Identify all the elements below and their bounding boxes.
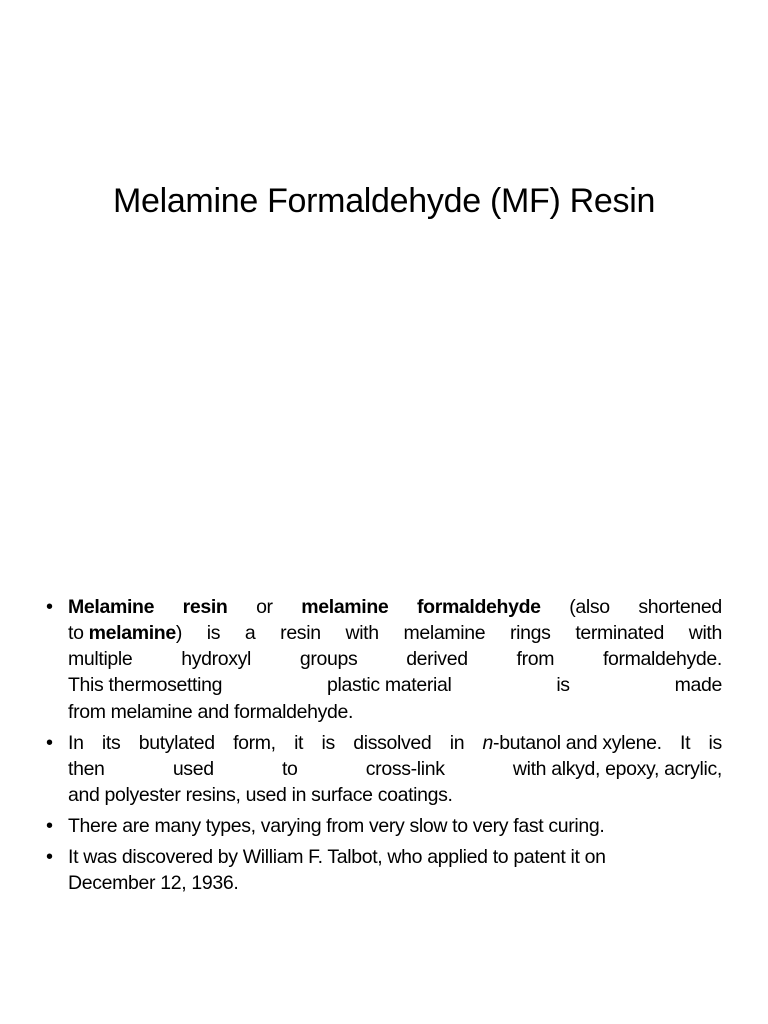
word: is	[206, 622, 221, 644]
bullet-2-line-3	[68, 782, 722, 808]
word: (also	[569, 596, 610, 618]
bullet-2-line-1	[68, 730, 722, 756]
word: It	[680, 732, 691, 754]
word: multiple	[68, 648, 133, 670]
word: resin	[280, 622, 321, 644]
italic-n: n	[482, 732, 494, 754]
word: This thermosetting	[68, 674, 223, 696]
bullet-icon: •	[46, 815, 54, 837]
word: a	[244, 622, 256, 644]
bullet-1-line-2	[68, 620, 722, 646]
word: hydroxyl	[181, 648, 252, 670]
word: rings	[510, 622, 551, 644]
word: December 12, 1936.	[68, 872, 239, 894]
word: with alkyd, epoxy, acrylic,	[512, 758, 722, 780]
term-part: resin	[182, 596, 228, 618]
word: derived	[406, 648, 468, 670]
word: in	[449, 732, 465, 754]
term-part: formaldehyde	[417, 596, 541, 618]
word: to	[281, 758, 298, 780]
word: It was discovered by William F. Talbot, who applied to patent it on	[68, 846, 606, 868]
term-melamine-formaldehyde: melamine	[301, 596, 389, 618]
word: In	[68, 732, 84, 754]
term-melamine: melamine	[88, 622, 176, 644]
bullet-3-line-1	[68, 813, 722, 839]
bullet-icon: •	[46, 732, 54, 754]
slide-title: Melamine Formaldehyde (MF) Resin	[112, 182, 656, 220]
word: is	[321, 732, 335, 754]
word: is	[556, 674, 570, 696]
word: with	[345, 622, 379, 644]
word: groups	[299, 648, 358, 670]
word: There are many types, varying from very slow to very fast curing.	[68, 815, 605, 837]
word-group	[483, 730, 662, 756]
word: used	[172, 758, 214, 780]
bullet-1-line-5	[68, 699, 722, 725]
term-melamine-resin: Melamine	[68, 596, 155, 618]
word: cross-link	[365, 758, 445, 780]
word: or	[256, 596, 273, 618]
bullet-icon: •	[46, 596, 54, 618]
word: from	[516, 648, 555, 670]
word: and polyester resins, used in surface coatings.	[68, 784, 453, 806]
word: formaldehyde.	[602, 648, 722, 670]
word: plastic material	[326, 674, 452, 696]
bullet-1-line-1	[68, 594, 722, 620]
bullet-1-line-4	[68, 672, 722, 698]
word: then	[68, 758, 105, 780]
bullet-4-line-2	[68, 870, 722, 896]
word: made	[674, 674, 722, 696]
word: form,	[233, 732, 276, 754]
word: terminated	[575, 622, 664, 644]
word: is	[708, 732, 722, 754]
bullet-icon: •	[46, 846, 54, 868]
word: from melamine and formaldehyde.	[68, 701, 354, 723]
word-group: to melamine)	[68, 622, 182, 644]
word: with	[688, 622, 722, 644]
word: shortened	[638, 596, 722, 618]
bullet-4-line-1	[68, 844, 722, 870]
word: melamine	[403, 622, 486, 644]
word: dissolved	[353, 732, 432, 754]
word: its	[101, 732, 121, 754]
word: -butanol and xylene.	[493, 732, 662, 754]
word: it	[294, 732, 304, 754]
bullet-1-line-3	[68, 646, 722, 672]
word: butylated	[138, 732, 215, 754]
bullet-2-line-2	[68, 756, 722, 782]
